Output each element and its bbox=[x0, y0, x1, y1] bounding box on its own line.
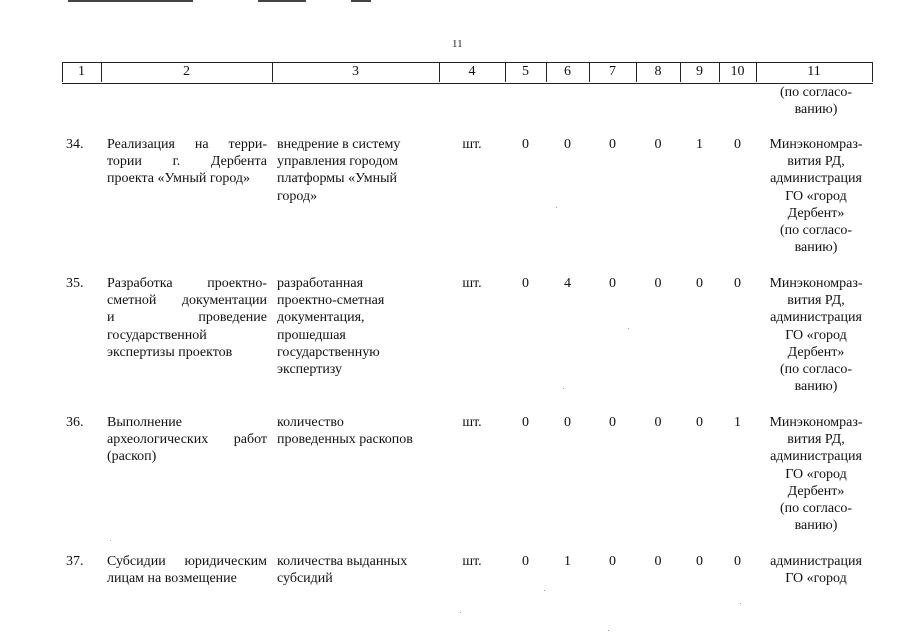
column-header: 1 bbox=[78, 64, 85, 79]
unit: шт. bbox=[462, 554, 482, 569]
value-col-7: 0 bbox=[609, 554, 616, 569]
text-line: Разработка проектно- bbox=[107, 276, 267, 291]
value-col-10: 1 bbox=[734, 415, 741, 430]
value-col-6: 0 bbox=[564, 137, 571, 152]
value-col-8: 0 bbox=[654, 415, 662, 430]
text-line: и проведение bbox=[107, 310, 267, 326]
activity-name bbox=[107, 136, 267, 188]
value-col-7: 0 bbox=[609, 276, 616, 291]
value-col-10: 0 bbox=[734, 554, 741, 569]
activity-name bbox=[107, 553, 267, 587]
value-col-8: 0 bbox=[654, 554, 662, 569]
column-header: 8 bbox=[654, 64, 662, 79]
value-col-7: 0 bbox=[609, 415, 616, 430]
responsible-executor: Минэкономраз- вития РД, администрация ГО «город Дербент» (по согласо- ванию) bbox=[769, 276, 863, 395]
column-header: 4 bbox=[468, 64, 476, 79]
column-header: 5 bbox=[522, 64, 529, 79]
value-col-9: 0 bbox=[696, 276, 703, 291]
activity-name bbox=[107, 414, 267, 466]
unit: шт. bbox=[462, 137, 482, 152]
column-header: 6 bbox=[564, 64, 571, 79]
value-col-10: 0 bbox=[734, 137, 741, 152]
scan-top-rule bbox=[351, 0, 371, 2]
value-col-6: 4 bbox=[564, 276, 571, 291]
unit: шт. bbox=[462, 276, 482, 291]
row-number: 37. bbox=[66, 554, 84, 569]
row-number: 34. bbox=[66, 137, 84, 152]
responsible-executor: Минэкономраз- вития РД, администрация ГО «город Дербент» (по согласо- ванию) bbox=[769, 415, 863, 534]
page-number: 11 bbox=[452, 38, 463, 50]
column-header: 11 bbox=[807, 64, 821, 79]
text-line: Выполнение bbox=[107, 415, 182, 430]
activity-name bbox=[107, 275, 267, 361]
value-col-6: 0 bbox=[564, 415, 571, 430]
value-col-6: 1 bbox=[564, 554, 571, 569]
value-col-5: 0 bbox=[522, 415, 529, 430]
scan-top-rule bbox=[68, 0, 193, 2]
indicator: количество проведенных раскопов bbox=[277, 415, 413, 448]
column-header: 7 bbox=[609, 64, 616, 79]
text-line: государственной bbox=[107, 327, 207, 343]
text-line: Субсидии юридическим bbox=[107, 554, 267, 569]
row-number: 36. bbox=[66, 415, 84, 430]
column-header: 10 bbox=[730, 64, 745, 79]
scan-speck bbox=[556, 207, 557, 208]
value-col-8: 0 bbox=[654, 137, 662, 152]
value-col-9: 0 bbox=[696, 415, 703, 430]
scan-speck bbox=[740, 603, 741, 604]
value-col-5: 0 bbox=[522, 137, 529, 152]
responsible-executor: администрация ГО «город bbox=[770, 554, 862, 587]
indicator: разработанная проектно-сметная документация, прошедшая государственную экспертизу bbox=[277, 276, 385, 378]
value-col-9: 0 bbox=[696, 554, 703, 569]
column-header: 9 bbox=[696, 64, 703, 79]
scan-speck bbox=[608, 630, 609, 631]
responsible-executor: Минэкономраз- вития РД, администрация ГО «город Дербент» (по согласо- ванию) bbox=[769, 137, 863, 256]
text-line: лицам на возмещение bbox=[107, 571, 237, 587]
scan-speck bbox=[544, 590, 545, 591]
text-line: (раскоп) bbox=[107, 449, 157, 465]
scan-speck bbox=[460, 612, 461, 613]
value-col-5: 0 bbox=[522, 276, 529, 291]
text-line: сметной документации bbox=[107, 293, 267, 309]
scan-speck bbox=[563, 388, 564, 389]
text-line: проекта «Умный город» bbox=[107, 171, 251, 187]
scan-top-rule bbox=[258, 0, 306, 2]
value-col-5: 0 bbox=[522, 554, 529, 569]
indicator: внедрение в систему управления городом платформы «Умный город» bbox=[277, 137, 401, 204]
value-col-7: 0 bbox=[609, 137, 616, 152]
scan-speck bbox=[110, 540, 111, 541]
value-col-8: 0 bbox=[654, 276, 662, 291]
text-line: Реализация на терри- bbox=[107, 137, 267, 152]
value-col-10: 0 bbox=[734, 276, 741, 291]
indicator: количества выданных субсидий bbox=[277, 554, 408, 587]
continuation-responsible: (по согласо- ванию) bbox=[780, 85, 852, 118]
scan-speck bbox=[628, 328, 629, 329]
text-line: экспертизы проектов bbox=[107, 344, 233, 360]
column-header: 2 bbox=[183, 64, 190, 79]
row-number: 35. bbox=[66, 276, 84, 291]
unit: шт. bbox=[462, 415, 482, 430]
value-col-9: 1 bbox=[696, 137, 703, 152]
column-separator bbox=[872, 62, 873, 82]
text-line: тории г. Дербента bbox=[107, 154, 267, 170]
text-line: археологических работ bbox=[107, 432, 267, 448]
column-header: 3 bbox=[352, 64, 359, 79]
